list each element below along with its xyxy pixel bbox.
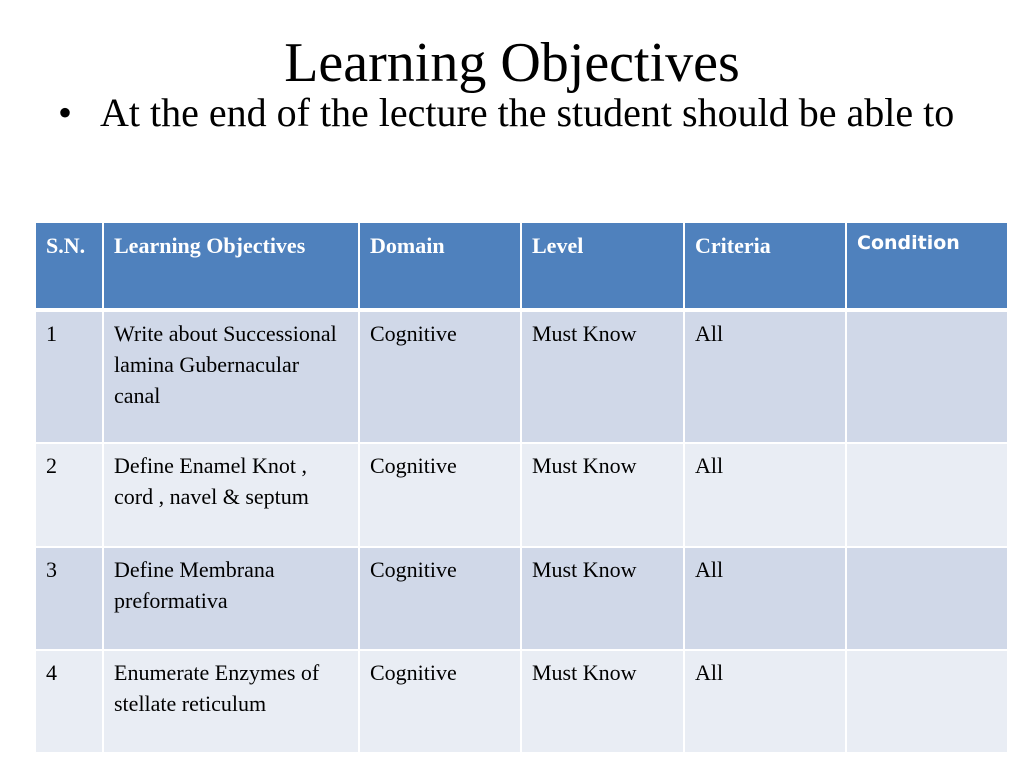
table-row <box>35 547 1008 650</box>
slide-title: Learning Objectives <box>284 32 740 94</box>
cell-sn: 4 <box>35 650 103 753</box>
cell-criteria: All <box>684 310 846 443</box>
cell-level: Must Know <box>521 310 684 443</box>
table-row <box>35 443 1008 547</box>
cell-condition <box>846 310 1008 443</box>
cell-objective: Define Membrana preformativa <box>103 547 359 650</box>
table-row <box>35 310 1008 443</box>
cell-level: Must Know <box>521 443 684 547</box>
header-level: Level <box>521 222 684 310</box>
bullet-marker: • <box>58 90 73 135</box>
header-learning-objectives: Learning Objectives <box>103 222 359 310</box>
table-row <box>35 650 1008 753</box>
cell-sn: 2 <box>35 443 103 547</box>
header-criteria: Criteria <box>684 222 846 310</box>
cell-domain: Cognitive <box>359 650 521 753</box>
cell-sn: 3 <box>35 547 103 650</box>
header-condition: Condition <box>846 222 1008 310</box>
cell-objective: Define Enamel Knot , cord , navel & septum <box>103 443 359 547</box>
cell-criteria: All <box>684 547 846 650</box>
cell-condition <box>846 650 1008 753</box>
cell-objective: Enumerate Enzymes of stellate reticulum <box>103 650 359 753</box>
cell-condition <box>846 443 1008 547</box>
cell-criteria: All <box>684 443 846 547</box>
bullet-point <box>58 86 978 140</box>
cell-domain: Cognitive <box>359 310 521 443</box>
cell-level: Must Know <box>521 547 684 650</box>
cell-condition <box>846 547 1008 650</box>
cell-domain: Cognitive <box>359 443 521 547</box>
cell-level: Must Know <box>521 650 684 753</box>
cell-criteria: All <box>684 650 846 753</box>
bullet-text: At the end of the lecture the student should be able to <box>100 90 955 135</box>
header-domain: Domain <box>359 222 521 310</box>
cell-sn: 1 <box>35 310 103 443</box>
cell-domain: Cognitive <box>359 547 521 650</box>
table-header-row <box>35 222 1008 310</box>
objectives-table <box>34 221 1009 754</box>
header-sn: S.N. <box>35 222 103 310</box>
cell-objective: Write about Successional lamina Gubernacular canal <box>103 310 359 443</box>
